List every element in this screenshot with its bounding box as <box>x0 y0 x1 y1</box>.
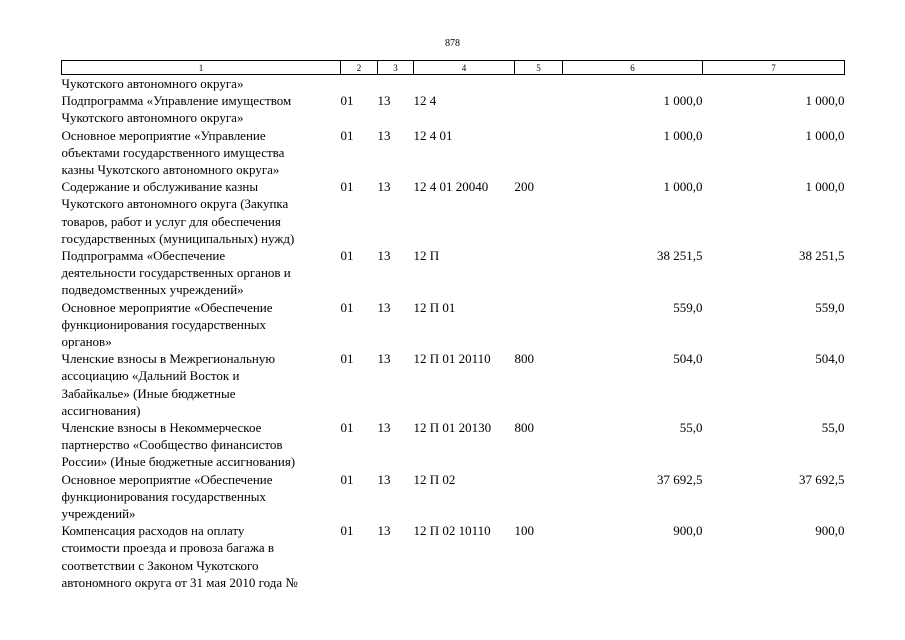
subsection-code-cell: 13 <box>377 523 391 539</box>
column-header: 1 <box>62 61 341 75</box>
row-name-line: товаров, работ и услуг для обеспечения <box>61 213 281 229</box>
target-article-cell: 12 П 01 <box>413 299 456 315</box>
expense-type-cell <box>515 299 563 351</box>
row-name-line: государственных (муниципальных) нужд) <box>61 230 295 246</box>
table-row <box>62 299 845 351</box>
row-name-line: функционирования государственных <box>61 316 267 332</box>
column-header: 5 <box>515 61 563 75</box>
amount-cell: 37 692,5 <box>799 471 845 487</box>
target-article-cell: 12 П 02 10110 <box>413 523 491 539</box>
section-code-cell: 01 <box>340 179 354 195</box>
expense-type-cell <box>515 471 563 523</box>
section-code-cell: 01 <box>340 93 354 109</box>
row-name-line: казны Чукотского автономного округа» <box>61 162 280 178</box>
section-code-cell: 01 <box>340 523 354 539</box>
row-name-line: объектами государственного имущества <box>61 144 285 160</box>
column-header: 6 <box>563 61 703 75</box>
expense-type-cell: 800 <box>514 351 534 367</box>
row-name-cell <box>62 92 341 126</box>
section-code-cell <box>341 75 378 93</box>
subsection-code-cell <box>378 75 414 93</box>
column-header: 2 <box>341 61 378 75</box>
amount-cell: 504,0 <box>815 351 845 367</box>
amount-cell: 559,0 <box>815 299 845 315</box>
row-name-cell <box>62 247 341 299</box>
amount-cell: 1 000,0 <box>805 127 845 143</box>
row-name-line: автономного округа от 31 мая 2010 года № <box>61 574 298 590</box>
row-name-line: Подпрограмма «Обеспечение <box>61 248 226 264</box>
section-code-cell: 01 <box>340 299 354 315</box>
row-name-cell <box>62 299 341 351</box>
section-code-cell: 01 <box>340 471 354 487</box>
row-name-line: Основное мероприятие «Обеспечение <box>61 299 273 315</box>
row-name-line: функционирования государственных <box>61 488 267 504</box>
target-article-cell: 12 П <box>413 248 440 264</box>
expense-type-cell <box>515 75 563 93</box>
amount-cell <box>703 75 845 93</box>
expense-type-cell <box>515 127 563 179</box>
table-row <box>62 92 845 126</box>
subsection-code-cell: 13 <box>377 299 391 315</box>
table-row <box>62 247 845 299</box>
row-name-line: соответствии с Законом Чукотского <box>61 557 259 573</box>
row-name-cell <box>62 127 341 179</box>
subsection-code-cell: 13 <box>377 127 391 143</box>
table-row <box>62 75 845 93</box>
row-name-line: России» (Иные бюджетные ассигнования) <box>61 454 296 470</box>
row-name-line: Подпрограмма «Управление имуществом <box>61 93 292 109</box>
section-code-cell: 01 <box>340 420 354 436</box>
row-name-line: Основное мероприятие «Управление <box>61 127 266 143</box>
table-row <box>62 178 845 247</box>
target-article-cell: 12 4 01 <box>413 127 453 143</box>
amount-cell: 1 000,0 <box>663 179 703 195</box>
target-article-cell: 12 П 02 <box>413 471 456 487</box>
row-name-line: Чукотского автономного округа» <box>61 110 244 126</box>
amount-cell: 900,0 <box>673 523 703 539</box>
row-name-cell <box>62 522 341 591</box>
row-name-line: подведомственных учреждений» <box>61 282 244 298</box>
row-name-line: деятельности государственных органов и <box>61 265 291 281</box>
subsection-code-cell: 13 <box>377 179 391 195</box>
amount-cell: 559,0 <box>673 299 703 315</box>
table-body <box>62 75 845 592</box>
table-row <box>62 522 845 591</box>
amount-cell: 900,0 <box>815 523 845 539</box>
expense-type-cell <box>515 92 563 126</box>
target-article-cell: 12 4 <box>413 93 437 109</box>
column-number-header <box>62 61 845 75</box>
expense-type-cell: 800 <box>514 420 534 436</box>
column-header: 7 <box>703 61 845 75</box>
row-name-line: Членские взносы в Межрегиональную <box>61 351 276 367</box>
subsection-code-cell: 13 <box>377 471 391 487</box>
amount-cell: 55,0 <box>821 420 845 436</box>
row-name-line: Содержание и обслуживание казны <box>61 179 259 195</box>
amount-cell: 37 692,5 <box>657 471 703 487</box>
row-name-line: партнерство «Сообщество финансистов <box>61 437 283 453</box>
amount-cell: 1 000,0 <box>805 93 845 109</box>
amount-cell: 1 000,0 <box>663 127 703 143</box>
column-header: 3 <box>378 61 414 75</box>
row-name-line: Чукотского автономного округа» <box>61 76 244 91</box>
amount-cell: 504,0 <box>673 351 703 367</box>
expense-type-cell: 100 <box>514 523 534 539</box>
section-code-cell: 01 <box>340 351 354 367</box>
amount-cell: 38 251,5 <box>657 248 703 264</box>
table-row <box>62 471 845 523</box>
column-header: 4 <box>414 61 515 75</box>
row-name-line: учреждений» <box>61 506 136 522</box>
target-article-cell: 12 П 01 20130 <box>413 420 492 436</box>
subsection-code-cell: 13 <box>377 248 391 264</box>
amount-cell: 38 251,5 <box>799 248 845 264</box>
row-name-line: Компенсация расходов на оплату <box>61 523 245 539</box>
target-article-cell: 12 4 01 20040 <box>413 179 489 195</box>
amount-cell: 1 000,0 <box>805 179 845 195</box>
row-name-cell <box>62 178 341 247</box>
expense-type-cell <box>515 247 563 299</box>
page-number: 878 <box>445 38 460 49</box>
row-name-line: Забайкалье» (Иные бюджетные <box>61 385 236 401</box>
row-name-line: Чукотского автономного округа (Закупка <box>61 196 289 212</box>
amount-cell: 1 000,0 <box>663 93 703 109</box>
row-name-line: Членские взносы в Некоммерческое <box>61 420 262 436</box>
target-article-cell <box>414 75 515 93</box>
section-code-cell: 01 <box>340 127 354 143</box>
subsection-code-cell: 13 <box>377 420 391 436</box>
section-code-cell: 01 <box>340 248 354 264</box>
table-row <box>62 419 845 471</box>
row-name-line: Основное мероприятие «Обеспечение <box>61 471 273 487</box>
expense-type-cell: 200 <box>514 179 534 195</box>
row-name-line: ассоциацию «Дальний Восток и <box>61 368 240 384</box>
budget-table <box>61 60 845 591</box>
subsection-code-cell: 13 <box>377 93 391 109</box>
row-name-line: органов» <box>61 334 112 350</box>
row-name-cell <box>62 419 341 471</box>
table-row <box>62 350 845 419</box>
subsection-code-cell: 13 <box>377 351 391 367</box>
table-row <box>62 127 845 179</box>
row-name-cell <box>62 75 341 93</box>
row-name-cell <box>62 471 341 523</box>
amount-cell: 55,0 <box>679 420 703 436</box>
target-article-cell: 12 П 01 20110 <box>413 351 491 367</box>
amount-cell <box>563 75 703 93</box>
row-name-line: ассигнования) <box>61 402 141 418</box>
row-name-line: стоимости проезда и провоза багажа в <box>61 540 275 556</box>
row-name-cell <box>62 350 341 419</box>
